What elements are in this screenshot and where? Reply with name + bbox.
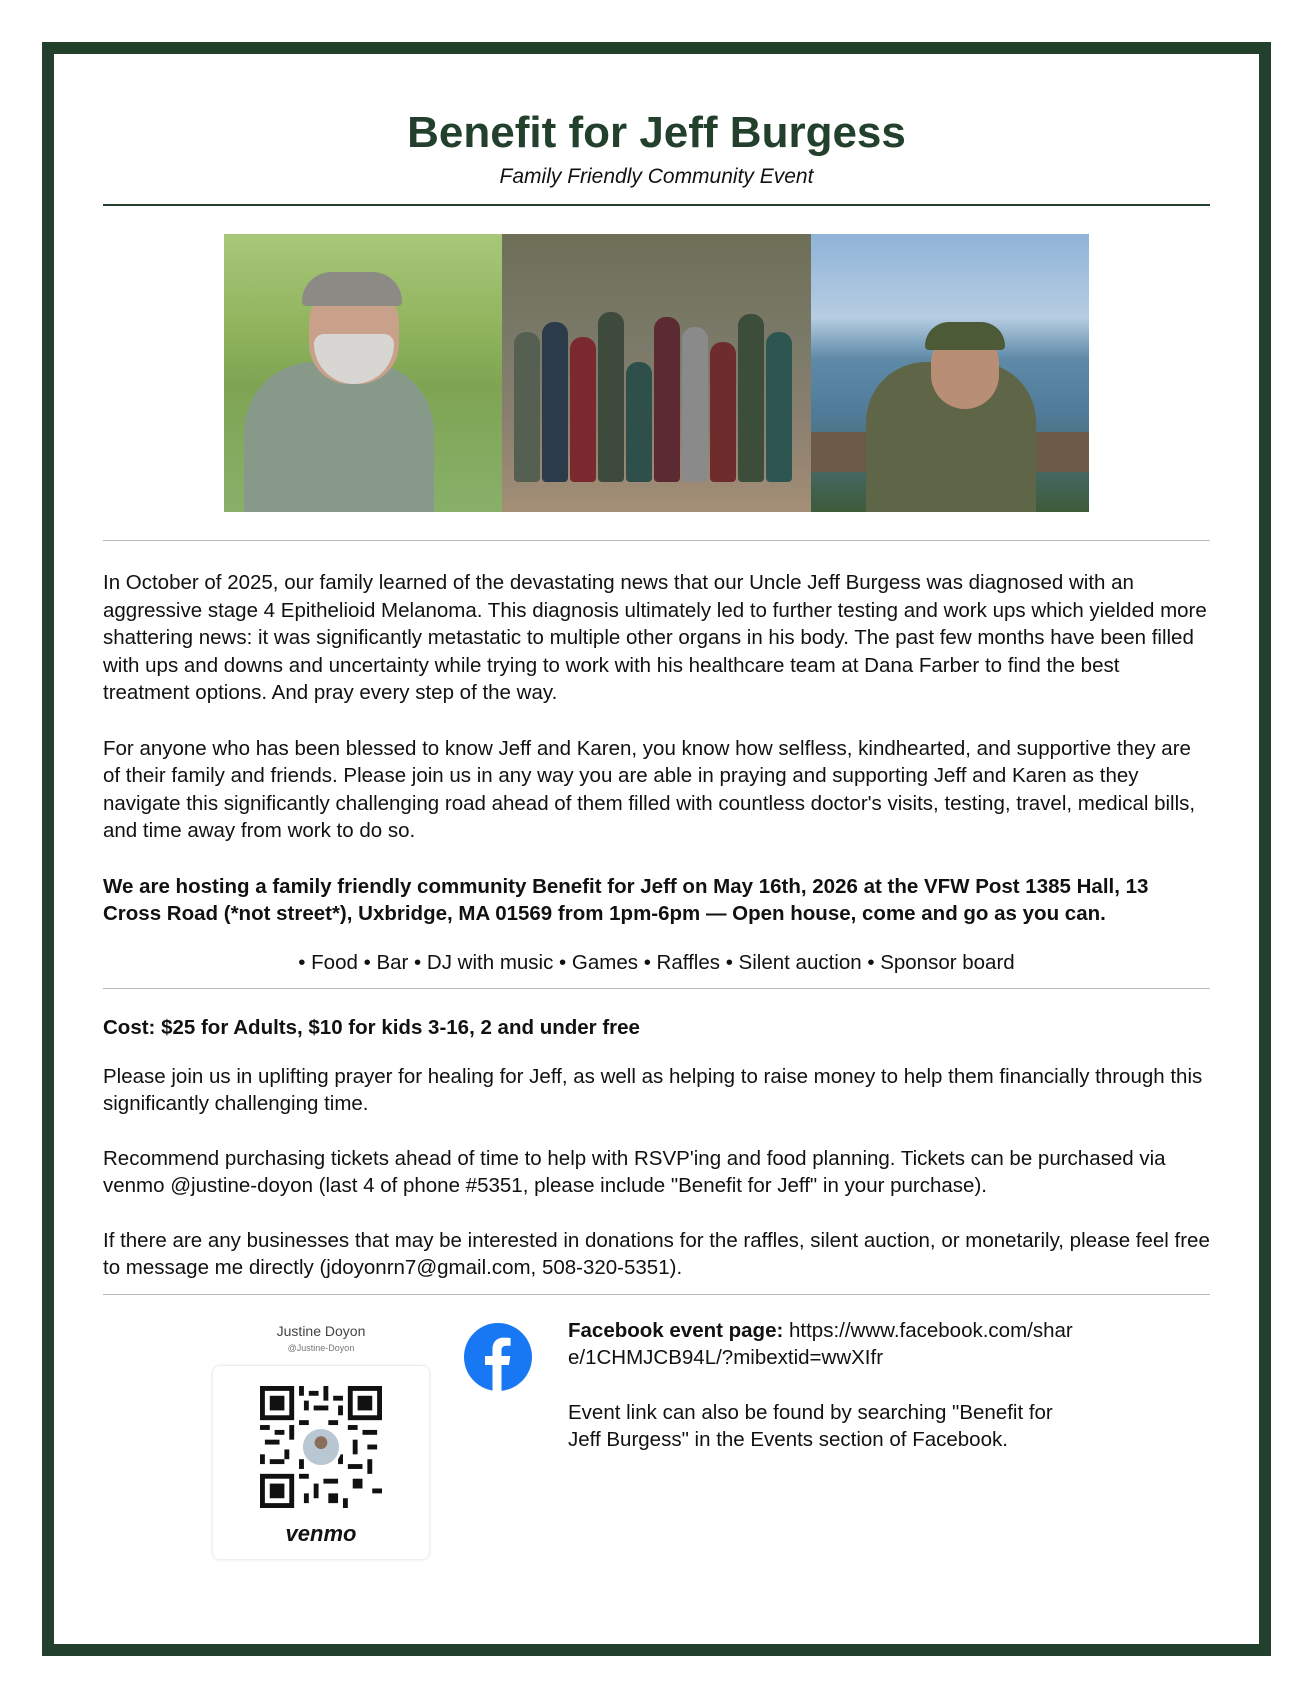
facebook-url-part1[interactable]: https://www.facebook.com/shar [783, 1318, 1073, 1342]
facebook-info [568, 1317, 1098, 1454]
title-divider [103, 204, 1210, 206]
jeff-lakeside-photo [811, 234, 1089, 512]
family-group-photo [502, 234, 811, 512]
venmo-logo: venmo [285, 1520, 357, 1546]
facebook-link-text [568, 1317, 1098, 1372]
activities-list: • Food • Bar • DJ with music • Games • Raffles • Silent auction • Sponsor board [298, 950, 1015, 974]
contact-section [103, 1295, 1210, 1575]
venmo-card [210, 1305, 432, 1563]
story-paragraph: In October of 2025, our family learned of the devastating news that our Uncle Jeff Burgess was diagnosed with an aggressive stage 4 Epithelioid Melanoma. This diagnosis ultimately led to further testing and work ups which yielded more shattering news: it was significantly metastatic to multiple other organs in his body. The past few months have been filled with ups and downs and uncertainty while trying to work with his healthcare team at Dana Farber to find the best treatment options. And pray every step of the way. [103, 571, 1207, 704]
facebook-url-part2[interactable]: e/1CHMJCB94L/?mibextid=wwXIfr [568, 1346, 884, 1369]
facebook-icon[interactable] [464, 1323, 532, 1391]
venmo-qr-box [212, 1365, 430, 1560]
facebook-search-note: Event link can also be found by searching "Benefit for Jeff Burgess" in the Events section of Facebook. [568, 1400, 1053, 1451]
jeff-portrait-photo [224, 234, 502, 512]
flyer-content [103, 42, 1210, 1575]
cost-line: Cost: $25 for Adults, $10 for kids 3-16, 2 and under free [103, 1016, 640, 1039]
section-divider [103, 988, 1210, 989]
venmo-name: Justine Doyon [276, 1322, 366, 1339]
venmo-handle: @Justine-Doyon [287, 1342, 355, 1353]
page-title: Benefit for Jeff Burgess [407, 108, 906, 157]
tickets-paragraph: Recommend purchasing tickets ahead of time to help with RSVP'ing and food planning. Tickets can be purchased via venmo @justine-doyon (last 4 of phone #5351, please include "Benefit for Jeff" in your purchase). [103, 1146, 1166, 1197]
businesses-paragraph: If there are any businesses that may be interested in donations for the raffles, silent auction, or monetarily, please feel free to message me directly (jdoyonrn7@gmail.com, 508-320-5351). [103, 1228, 1210, 1279]
photo-strip [103, 234, 1210, 512]
qr-code-icon[interactable] [260, 1386, 382, 1508]
facebook-label: Facebook event page: [568, 1318, 784, 1342]
support-paragraph: For anyone who has been blessed to know Jeff and Karen, you know how selfless, kindhearted, and supportive they are of their family and friends. Please join us in any way you are able in praying and supporting Jeff and Karen as they navigate this significantly challenging road ahead of them filled with countless doctor's visits, testing, travel, medical bills, and time away from work to do so. [103, 736, 1196, 842]
event-announcement: We are hosting a family friendly community Benefit for Jeff on May 16th, 2026 at the VFW Post 1385 Hall, 13 Cross Road (*not street*), Uxbridge, MA 01569 from 1pm-6pm — Open house, come and go as you can. [103, 874, 1149, 925]
section-divider [103, 540, 1210, 541]
prayer-paragraph: Please join us in uplifting prayer for healing for Jeff, as well as helping to raise money to help them financially through this significantly challenging time. [103, 1064, 1203, 1115]
page-subtitle: Family Friendly Community Event [499, 165, 814, 188]
